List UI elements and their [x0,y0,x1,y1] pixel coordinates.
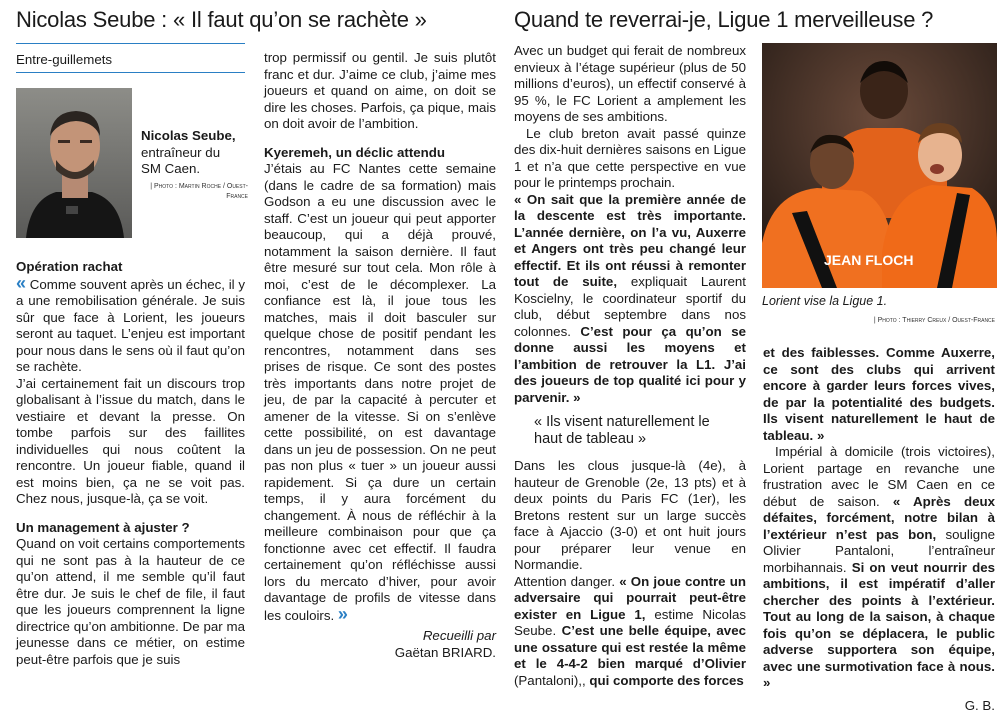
rubric-bottom-rule [16,72,245,73]
col1-paragraph-2: J’ai certainement fait un discours trop globalisant à l’issue du match, dans le vestiaire et devant la presse. On tombe parfois sur des faillites individuelles qui nous coûtent la rencontre. Un joueur fiable, quand il est moins bien, ça ne se voit pas. Chez nous, jusque-là, ça se voit. [16,376,245,508]
col4-paragraph-1: et des faiblesses. Comme Auxerre, ce sont des clubs qui arrivent encore à garder leurs forces vives, de par la potentialité des budgets. Ils visent naturellement le haut de tableau. » [763,345,995,444]
col3-pantaloni: (Pantaloni), [514,673,582,688]
col2-paragraph-2: J’étais au FC Nantes cette semaine (dans le cadre de sa formation) mais Godson a eu une discussion avec le staff. C’est un joueur qui peut apporter beaucoup, qui a déjà prouvé, notamment la saison dernière. Il faut être mesuré sur tout cela. Mon rôle à moi, c’est de le décomplexer. La confiance est là, il joue tous les matches, mais il doit basculer sur quelque chose de positif pendant les rencontres, notamment dans ses prises de risque. Ce sont des postes très importants dans notre projet de jeu, de par la capacité à percuter et amener de la vitesse. Si on s’enlève cette possibilité, on est davantage dans un jeu de possession. On ne peut pas non plus « tuer » un joueur aussi rapidement. Si ça dure un certain temps, il y aura forcément du changement. À nous de réfléchir à la meilleure combinaison pour que ça fonctionne avec cet effectif. Il faudra certainement qu’on réfléchisse aussi lors du mercato d’hiver, pour avoir davantage de profils de vitesse dans les couloirs. [264,161,496,623]
photo-credit: | Photo : Thierry Creux / Ouest-France [800,316,995,326]
signature: G. B. [763,698,995,714]
column-2 [264,50,496,684]
subhead-operation-rachat: Opération rachat [16,259,245,276]
rubric-label: Entre-guillemets [16,52,112,67]
col3-quote-seube-1: « On joue contre un adversaire qui pourrait peut-être exister en Ligue 1, [514,574,746,622]
col3-paragraph-2: Le club breton avait passé quinze des dix-huit dernières saisons en Ligue 1 et n’a que cette perspective en vue pour le printemps prochain. [514,126,746,192]
column-1 [16,259,245,684]
photo-caption: Lorient vise la Ligue 1. [762,294,887,308]
subhead-management: Un management à ajuster ? [16,520,245,537]
portrait-role: entraîneur du SM Caen. [141,145,241,178]
byline-intro: Recueilli par [423,628,496,643]
col3-quote-koscielny-1: « On sait que la première année de la descente est très importante. L’année dernière, on l’a vu, Auxerre et Angers ont très peu changé leur effectif. Et ils ont réussi à remonter tout de suite, [514,192,746,290]
col4-quote-pantaloni-1: « Après deux défaites, forcément, notre bilan à l’extérieur n’est pas bon, [763,494,995,542]
column-3: Avec un budget qui ferait de nombreux envieux à l’étage supérieur (plus de 50 millions d’euros), un effectif conservé à 95 %, le FC Lorient a amplement les moyens de ses ambitions. Le club breton avait passé quinze des dix-huit dernières saisons en Ligue 1 et n’a que cette perspective en vue pour le printemps prochain. « On sait que la première année de la descente est très importante. L’année dernière, on l’a vu, Auxerre et Angers ont très peu changé leur effectif. Et ils ont réussi à remonter tout de suite, expliquait Laurent Koscielny, le coordinateur sportif du club, début septembre dans nos colonnes. C’est pour ça qu’on se donne aussi les moyens et l’ambition de retrouver la L1. J’ai des joueurs de top qualité ici pour y parvenir. » « Ils visent naturellement le haut de tableau » Dans les clous jusque-là (4e), à hauteur de Grenoble (2e, 13 pts) et à deux points du Paris FC (1er), les Bretons restent sur un large succès face à Ajaccio (3-0) et ont huit jours pour préparer leur venue en Normandie. Attention danger. « On joue contre un adversaire qui pourrait peut-être exister en Ligue 1, estime Nicolas Seube. C’est une belle équipe, avec une ossature qui est restée la même et le 4-4-2 bien marqué d’Olivier (Pantaloni),, qui comporte des forces [514,43,746,684]
column-4 [763,345,995,684]
rubric-top-rule [16,43,245,44]
portrait-credit: | Photo : Martin Roche / Ouest-France [140,182,248,202]
col3-attribution-koscielny: expliquait Laurent Koscielny, le coordinateur sportif du club, début septembre dans nos colonnes. [514,274,746,339]
byline-name: Gaëtan BRIARD. [264,645,496,662]
col3-quote-seube-2: C’est une belle équipe, avec une ossature qui est restée la même et le 4-4-2 bien marqué d’Olivier [514,623,746,671]
portrait-photo [16,88,132,238]
right-headline: Quand te reverrai-je, Ligue 1 merveilleuse ? [514,7,933,33]
col3-paragraph-4: Dans les clous jusque-là (4e), à hauteur de Grenoble (2e, 13 pts) et à deux points du Paris FC (1er), les Bretons restent sur un large succès face à Ajaccio (3-0) et ont huit jours pour préparer leur venue en Normandie. [514,458,746,574]
col1-paragraph-1: Comme souvent après un échec, il y a une remobilisation générale. Je suis sûr que face à Lorient, les joueurs seront au taquet. L’enjeu est important pour nous dans le sens où il faut qu’on se rachète. [16,277,245,375]
col3-attention: Attention danger. [514,574,615,589]
portrait-caption [141,128,241,178]
col2-paragraph-1: trop permissif ou gentil. Je suis plutôt franc et dur. J’aime ce club, j’aime mes joueurs et quand on aime, on doit se dire les choses. Parfois, ça pique, mais on doit avoir de l’ambition. [264,50,496,133]
col4-paragraph-2-intro: Impérial à domicile (trois victoires), Lorient partage en revanche une frustration avec le SM Caen en ce début de saison. [763,444,995,509]
col4-attribution-pantaloni: souligne Olivier Pantaloni, l’entraîneur morbihannais. [763,527,995,575]
col3-quote-koscielny-2: C’est pour ça qu’on se donne aussi les moyens et l’ambition de retrouver la L1. J’ai des joueurs de top qualité ici pour y parvenir. » [514,324,746,405]
col3-quote-seube-3: qui comporte des forces [589,673,743,688]
col3-attribution-seube: estime Nicolas Seube. [514,607,746,639]
lorient-photo [762,43,997,288]
subhead-kyeremeh: Kyeremeh, un déclic attendu [264,145,496,162]
intertitle: « Ils visent naturellement le haut de tableau » [514,406,746,458]
col1-paragraph-3: Quand on voit certains comportements qui ne sont pas à la hauteur de ce qu’on attend, il me semble qu’il faut être dur. Je suis le chef de file, il faut que les joueurs comprennent la ligne directrice qu’on ambitionne. De par ma jeunesse dans ce métier, on estime peut-être parfois que je suis [16,536,245,668]
close-quote-mark: » [338,604,348,624]
col3-paragraph-1: Avec un budget qui ferait de nombreux envieux à l’étage supérieur (plus de 50 millions d’euros), un effectif conservé à 95 %, le FC Lorient a amplement les moyens de ses ambitions. [514,43,746,126]
col4-quote-pantaloni-2: Si on veut nourrir des ambitions, il est impératif d’aller chercher des points à l’extérieur. Tout au long de la saison, à chaque fois qu’on se déplacera, le public adverse supportera son équipe, avec une surmotivation face à nous. » [763,560,995,691]
open-quote-mark: « [16,273,26,293]
jersey-sponsor-text: JEAN FLOCH [824,252,913,268]
portrait-name: Nicolas Seube, [141,128,241,145]
left-headline: Nicolas Seube : « Il faut qu’on se rachète » [16,7,427,33]
